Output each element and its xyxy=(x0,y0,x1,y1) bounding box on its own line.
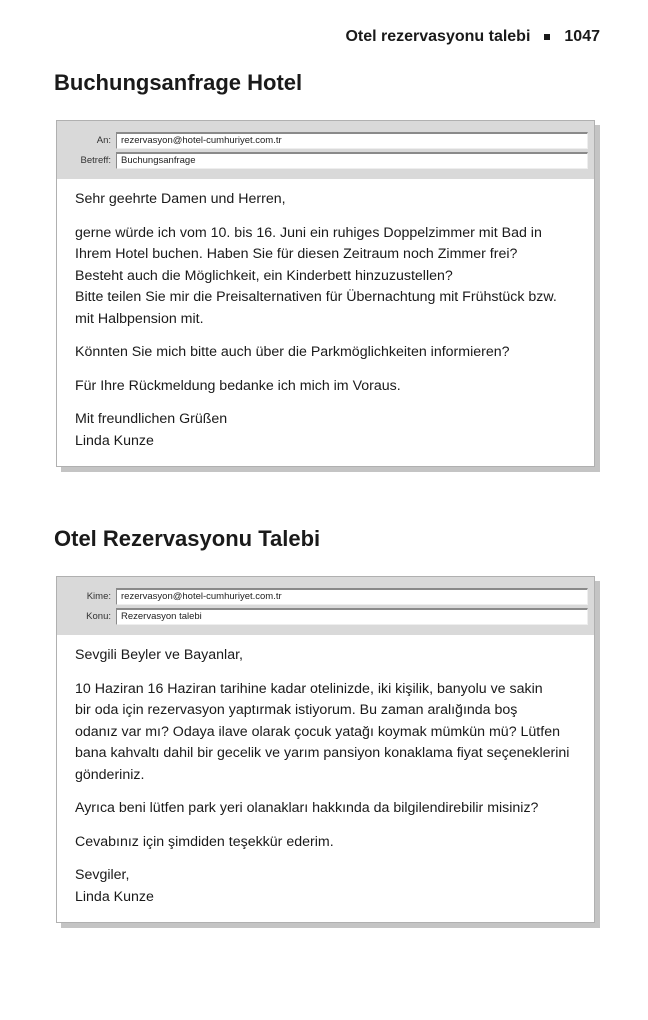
german-para1-line: gerne würde ich vom 10. bis 16. Juni ein ruhiges Doppelzimmer mit Bad in xyxy=(75,224,542,241)
turkish-para1-line: bir oda için rezervasyon yaptırmak istiyorum. Bu zaman aralığında boş xyxy=(75,702,518,718)
turkish-paragraph-2: Ayrıca beni lütfen park yeri olanakları hakkında da bilgilendirebilir misiniz? xyxy=(75,800,539,816)
german-para1-line: mit Halbpension mit. xyxy=(75,310,204,327)
turkish-closing: Sevgiler, xyxy=(75,867,130,883)
turkish-para1-line: gönderiniz. xyxy=(75,766,145,783)
turkish-to-field[interactable]: rezervasyon@hotel-cumhuriyet.com.tr xyxy=(116,588,588,605)
turkish-to-label: Kime: xyxy=(86,590,111,602)
german-para1-line: Besteht auch die Möglichkeit, ein Kinderbett hinzuzustellen? xyxy=(75,267,453,284)
turkish-subject-field[interactable]: Rezervasyon talebi xyxy=(116,608,588,625)
bullet-separator-icon xyxy=(544,34,550,40)
turkish-paragraph-3: Cevabınız için şimdiden teşekkür ederim. xyxy=(75,833,334,850)
german-to-row xyxy=(57,130,588,150)
turkish-salutation: Sevgili Beyler ve Bayanlar, xyxy=(75,647,243,663)
turkish-para1-line: bana kahvaltı dahil bir gecelik ve yarım pansiyon konaklama fiyat seçeneklerini xyxy=(75,745,570,761)
german-to-field[interactable]: rezervasyon@hotel-cumhuriyet.com.tr xyxy=(116,132,588,149)
turkish-paragraph-1 xyxy=(75,679,576,787)
turkish-to-row xyxy=(57,586,588,606)
german-closing: Mit freundlichen Grüßen xyxy=(75,411,228,427)
running-head xyxy=(345,28,600,46)
german-paragraph-2: Könnten Sie mich bitte auch über die Parkmöglichkeiten informieren? xyxy=(75,344,510,360)
german-paragraph-3: Für Ihre Rückmeldung bedanke ich mich im Voraus. xyxy=(75,377,401,394)
turkish-subject-row xyxy=(57,606,588,626)
german-email-window xyxy=(56,120,595,467)
german-to-label: An: xyxy=(96,134,111,146)
turkish-email-header xyxy=(57,577,594,635)
german-section-heading: Buchungsanfrage Hotel xyxy=(54,70,303,95)
german-sign-off xyxy=(75,409,576,452)
german-paragraph-1 xyxy=(75,223,576,331)
turkish-sign-off xyxy=(75,865,576,908)
german-email-header xyxy=(57,121,594,179)
german-subject-field[interactable]: Buchungsanfrage xyxy=(116,152,588,169)
turkish-para1-line: odanız var mı? Odaya ilave olarak çocuk yatağı koymak mümkün mü? Lütfen xyxy=(75,723,560,740)
turkish-signature: Linda Kunze xyxy=(75,888,154,905)
german-subject-row xyxy=(57,150,588,170)
german-email-body xyxy=(57,179,594,466)
german-signature: Linda Kunze xyxy=(75,432,154,449)
turkish-para1-line: 10 Haziran 16 Haziran tarihine kadar otelinizde, iki kişilik, banyolu ve sakin xyxy=(75,680,543,697)
page-number: 1047 xyxy=(564,28,600,45)
german-salutation: Sehr geehrte Damen und Herren, xyxy=(75,191,286,207)
german-subject-label: Betreff: xyxy=(80,154,111,166)
running-head-title: Otel rezervasyonu talebi xyxy=(345,28,531,45)
turkish-section-heading: Otel Rezervasyonu Talebi xyxy=(54,526,321,551)
turkish-email-body xyxy=(57,635,594,922)
turkish-subject-label: Konu: xyxy=(86,610,111,622)
german-para1-line: Bitte teilen Sie mir die Preisalternativen für Übernachtung mit Frühstück bzw. xyxy=(75,289,557,305)
german-para1-line: Ihrem Hotel buchen. Haben Sie für diesen Zeitraum noch Zimmer frei? xyxy=(75,246,518,262)
turkish-email-window xyxy=(56,576,595,923)
